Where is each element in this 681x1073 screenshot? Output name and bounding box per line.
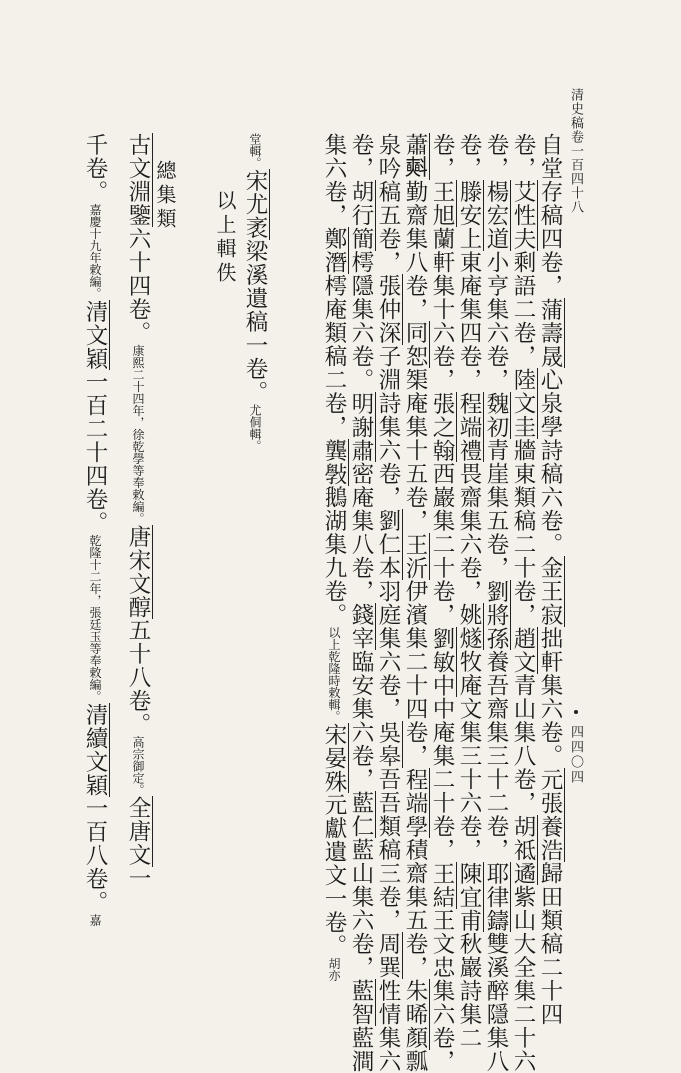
proper-name: 古文淵鑒 [125, 133, 153, 227]
text-segment: 藍澗 [348, 1026, 374, 1073]
text-segment: 臨安集六卷， [348, 650, 374, 791]
proper-name: 王結 [429, 862, 457, 909]
proper-name: 王旭 [429, 180, 457, 227]
section-heading-compiled [214, 190, 236, 286]
annotation-note: 康熙二十四年，徐乾學等奉敕編。 [131, 345, 145, 525]
annotation-note: 尤侗輯。 [248, 404, 262, 452]
proper-name: 蒲壽晟 [537, 298, 565, 369]
text-column-7 [377, 133, 399, 1073]
margin-dot [574, 710, 578, 714]
text-segment: 藍山集六卷， [348, 838, 374, 979]
proper-name: 劉仁本 [375, 509, 403, 580]
text-segment: 王文忠集六卷， [429, 909, 455, 1073]
proper-name: 陳宜甫 [456, 862, 484, 933]
proper-name: 清續文穎 [82, 703, 110, 797]
proper-name: 全唐文 [125, 796, 153, 867]
proper-name: 鄭潛 [321, 227, 349, 274]
text-segment: 秋巖詩集二 [456, 932, 482, 1050]
proper-name: 藍仁 [348, 791, 376, 838]
proper-name: 明謝肅 [348, 392, 376, 463]
proper-name: 程端禮 [456, 392, 484, 463]
proper-name: 蕭𣂏 [402, 133, 430, 180]
text-segment: 歸田類稿二十四 [537, 862, 563, 1027]
text-segment: 元獻遺文一卷。 [321, 793, 347, 958]
text-segment: 樗隱集六卷。 [348, 251, 374, 392]
annotation-note: 嘉慶十九年敕編。 [88, 204, 102, 300]
text-segment: 子淵詩集六卷， [375, 345, 401, 510]
section-heading-anthologies [154, 160, 176, 232]
text-segment: 紫山大全集二十六 [510, 885, 536, 1073]
text-segment: 拙軒集六卷。 [537, 627, 563, 768]
proper-name: 張之翰 [429, 392, 457, 463]
text-column-3 [485, 133, 507, 1073]
text-segment: 勤齋集八卷， [402, 180, 428, 321]
text-segment: 六十四卷。 [125, 227, 151, 345]
text-segment: 卷， [483, 133, 509, 180]
text-segment: 雙溪醉隱集八 [483, 932, 509, 1073]
text-segment: 五十八卷。 [125, 619, 151, 737]
proper-name: 胡祗遹 [510, 815, 538, 886]
text-column-1 [539, 133, 561, 1026]
proper-name: 耶律鑄 [483, 862, 511, 933]
text-segment: 以上輯佚 [213, 190, 237, 286]
text-segment: 牆東類稿二十卷， [510, 439, 536, 627]
proper-name: 吳皋 [375, 721, 403, 768]
text-segment: 泉吟稿五卷， [375, 133, 401, 274]
proper-name: 錢宰 [348, 603, 376, 650]
text-segment: 積齋集五卷， [402, 838, 428, 979]
text-segment: 一百八卷。 [82, 797, 108, 915]
proper-name: 艾性夫 [510, 180, 538, 251]
proper-name: 陸文圭 [510, 368, 538, 439]
text-segment: 卷， [429, 133, 455, 180]
text-segment: 伊濱集二十四卷， [402, 580, 428, 768]
proper-name: 金王寂 [537, 556, 565, 627]
text-segment: 千卷。 [82, 133, 108, 204]
text-segment: 瓢 [402, 1050, 428, 1073]
text-segment: 卷， [510, 133, 536, 180]
text-segment: 羽庭集六卷， [375, 580, 401, 721]
annotation-note: 乾隆十二年，張廷玉等奉敕編。 [88, 535, 102, 703]
annotation-note: 以上乾隆時敕輯。 [327, 627, 341, 723]
proper-name: 楊宏道 [483, 180, 511, 251]
text-column-2 [512, 133, 534, 1073]
text-segment: 一百二十四卷。 [82, 370, 108, 535]
proper-name: 宋尤袤 [242, 169, 270, 240]
proper-name: 王沂 [402, 533, 430, 580]
proper-name: 趙文 [510, 627, 538, 674]
text-segment: 中庵集二十卷， [429, 697, 455, 862]
proper-name: 周巽 [375, 932, 403, 979]
proper-name: 唐宋文醇 [125, 525, 153, 619]
text-segment: 青崖集五卷， [483, 439, 509, 580]
annotation-note: 高宗御定。 [131, 736, 145, 796]
annotation-note: 嘉 [88, 914, 102, 926]
text-segment: 卷， [456, 133, 482, 180]
text-segment: 密庵集八卷， [348, 462, 374, 603]
proper-name: 張仲深 [375, 274, 403, 345]
proper-name: 藍智 [348, 979, 376, 1026]
proper-name: 劉敏中 [429, 627, 457, 698]
proper-name: 姚燧 [456, 603, 484, 650]
text-column-10 [244, 133, 266, 452]
text-segment: 畏齋集六卷， [456, 462, 482, 603]
proper-name: 清文穎 [82, 300, 110, 371]
text-segment: 東庵集四卷， [456, 251, 482, 392]
page-number: 四四〇四 [566, 725, 585, 785]
text-segment: 性情集六 [375, 979, 401, 1073]
text-segment: 梁溪遺稿一卷。 [242, 240, 268, 405]
proper-name: 宋晏殊 [321, 723, 349, 794]
text-column-9 [323, 133, 345, 982]
running-header-title: 清史稿卷一百四十八 [566, 88, 585, 214]
text-segment: 一 [125, 867, 151, 891]
text-segment: 蘭軒集十六卷， [429, 227, 455, 392]
text-segment: 養吾齋集三十二卷， [483, 650, 509, 862]
proper-name: 元張養浩 [537, 768, 565, 862]
proper-name: 同恕 [402, 321, 430, 368]
proper-name: 龔斅 [321, 439, 349, 486]
text-segment: 樗庵類稿二卷， [321, 274, 347, 439]
proper-name: 胡行簡 [348, 180, 376, 251]
text-segment: 吾吾類稿三卷， [375, 768, 401, 933]
text-segment: 鵝湖集九卷。 [321, 486, 347, 627]
text-column-13 [127, 133, 149, 890]
text-segment: 牧庵文集三十六卷， [456, 650, 482, 862]
text-column-6 [404, 133, 426, 1073]
text-segment: 小亨集六卷， [483, 251, 509, 392]
proper-name: 劉將孫 [483, 580, 511, 651]
text-segment: 剩語二卷， [510, 251, 536, 369]
proper-name: 滕安上 [456, 180, 484, 251]
text-segment: 青山集八卷， [510, 674, 536, 815]
text-segment: 榘庵集十五卷， [402, 368, 428, 533]
annotation-note: 胡亦 [327, 958, 341, 982]
annotation-note: 堂輯。 [248, 133, 262, 169]
proper-name: 程端學 [402, 768, 430, 839]
proper-name: 朱晞顏 [402, 979, 430, 1050]
text-segment: 心泉學詩稿六卷。 [537, 368, 563, 556]
text-column-4 [458, 133, 480, 1050]
text-segment: 自堂存稿四卷， [537, 133, 563, 298]
text-segment: 集六卷， [321, 133, 347, 227]
text-column-8 [350, 133, 372, 1073]
text-segment: 西巖集二十卷， [429, 462, 455, 627]
text-segment: 總集類 [153, 160, 177, 232]
text-column-5 [431, 133, 453, 1073]
text-segment: 卷， [348, 133, 374, 180]
text-column-14 [84, 133, 106, 926]
proper-name: 魏初 [483, 392, 511, 439]
